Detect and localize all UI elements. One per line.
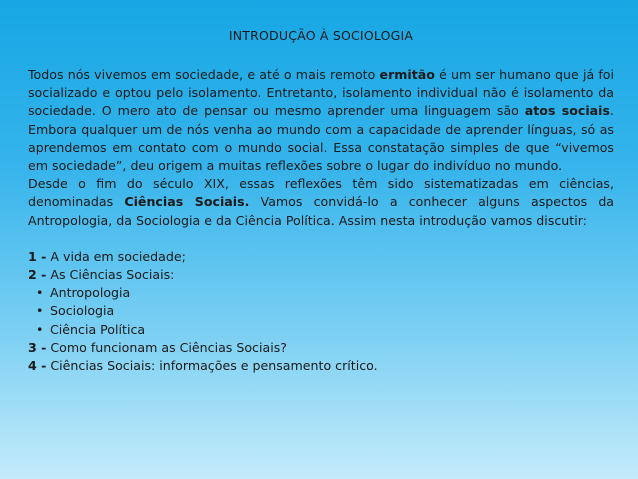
term-ciencias-sociais: Ciências Sociais. <box>124 194 250 210</box>
sub-list-item: • Antropologia <box>28 284 614 302</box>
list-item: 4 - Ciências Sociais: informações e pensamento crítico. <box>28 358 378 374</box>
sub-list-item: • Sociologia <box>28 302 614 320</box>
bullet-icon: • <box>36 285 44 301</box>
paragraph-intro: Todos nós vivemos em sociedade, e até o mais remoto ermitão é um ser humano que já foi socializado e optou pelo isolamento. Entretanto, isolamento individual não é isolamento da sociedade. O mero ato de pensar ou mesmo aprender uma linguagem são atos sociais. Embora qualquer um de nós venha ao mundo com a capacidade de aprender línguas, só as aprendemos em contato com o mundo social. Essa constatação simples de que “vivemos em sociedade”, deu origem a muitas reflexões sobre o lugar do indivíduo no mundo. <box>28 67 614 174</box>
list-item: 1 - A vida em sociedade; <box>28 248 186 264</box>
list-item: 2 - As Ciências Sociais: <box>28 267 175 283</box>
slide-body <box>28 66 614 375</box>
slide-title: INTRODUÇÃO À SOCIOLOGIA <box>228 28 414 43</box>
term-ermitao: ermitão <box>379 67 435 82</box>
spacer <box>28 230 614 248</box>
list-item: 3 - Como funcionam as Ciências Sociais? <box>28 339 287 355</box>
term-atos-sociais: atos sociais <box>524 103 610 119</box>
bullet-icon: • <box>36 321 44 337</box>
bullet-icon: • <box>36 303 44 319</box>
sub-list-item: • Ciência Política <box>28 321 614 339</box>
paragraph-ciencias: Desde o fim do século XIX, essas reflexões têm sido sistematizadas em ciências, denominadas Ciências Sociais. Vamos convidá-lo a conhecer alguns aspectos da Antropologia, da Sociologia e da Ciência Política. Assim nesta introdução vamos discutir: <box>28 176 615 228</box>
